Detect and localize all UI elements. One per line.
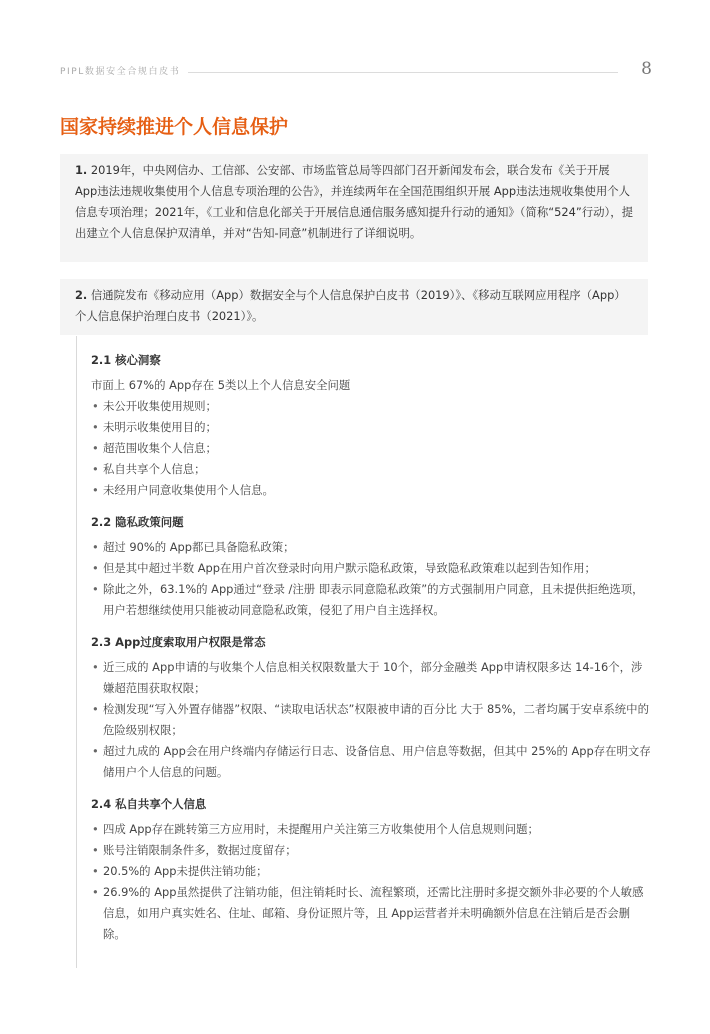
page-title: 国家持续推进个人信息保护 — [60, 116, 289, 138]
box-text: 信通院发布《移动应用（App）数据安全与个人信息保护白皮书（2019）》、《移动互联网应用程序（App）个人信息保护治理白皮书（2021）》。 — [75, 288, 626, 323]
info-box-1 — [60, 154, 648, 262]
subsection-intro: 市面上 67%的 App存在 5类以上个人信息安全问题 — [91, 378, 351, 392]
list-item: • 26.9%的 App虽然提供了注销功能，但注销耗时长、流程繁琐，还需比注册时多提交额外非必要的个人敏感信息，如用户真实姓名、住址、邮箱、身份证照片等，且 App运营者并未明确额外信息在注销后是否会删除。 — [91, 882, 651, 945]
header-title: PIPL数据安全合规白皮书 — [60, 67, 181, 77]
header-divider — [188, 72, 618, 73]
subsection-title: 2.4 私自共享个人信息 — [91, 797, 207, 811]
box-number: 1. — [75, 163, 88, 177]
bullet-list — [91, 396, 651, 501]
bullet-list — [91, 819, 651, 945]
info-box-2 — [60, 279, 648, 335]
subsection-title: 2.2 隐私政策问题 — [91, 515, 184, 529]
list-item: • 超过九成的 App会在用户终端内存储运行日志、设备信息、用户信息等数据，但其中 25%的 App存在明文存储用户个人信息的问题。 — [91, 741, 651, 783]
page-header — [60, 60, 652, 80]
bullet-list — [91, 657, 651, 783]
list-item: • 检测发现“写入外置存储器”权限、“读取电话状态”权限被申请的百分比 大于 85%，二者均属于安卓系统中的危险级别权限； — [91, 699, 651, 741]
list-item: • 未公开收集使用规则； — [91, 396, 651, 417]
list-item: • 但是其中超过半数 App在用户首次登录时向用户默示隐私政策，导致隐私政策难以起到告知作用； — [91, 558, 651, 579]
list-item: • 未经用户同意收集使用个人信息。 — [91, 480, 651, 501]
list-item: • 除此之外，63.1%的 App通过“登录 /注册 即表示同意隐私政策”的方式强制用户同意，且未提供拒绝选项，用户若想继续使用只能被动同意隐私政策，侵犯了用户自主选择权。 — [91, 579, 651, 621]
list-item: • 20.5%的 App未提供注销功能； — [91, 861, 651, 882]
box-text: 2019年，中央网信办、工信部、公安部、市场监管总局等四部门召开新闻发布会，联合发布《关于开展 App违法违规收集使用个人信息专项治理的公告》，并连续两年在全国范围组织开展 App违法违规收集使用个人信息专项治理；2021年，《工业和信息化部关于开展信息通信服务感知提升行动的通知》（简称“524”行动），提出建立个人信息保护双清单，并对“告知-同意”机制进行了详细说明。 — [75, 163, 634, 240]
page-number: 8 — [641, 59, 652, 79]
bullet-list — [91, 537, 651, 621]
detail-content — [91, 336, 651, 945]
list-item: • 私自共享个人信息； — [91, 459, 651, 480]
list-item: • 账号注销限制条件多，数据过度留存； — [91, 840, 651, 861]
subsection-title: 2.3 App过度索取用户权限是常态 — [91, 635, 266, 649]
box-number: 2. — [75, 288, 88, 302]
list-item: • 四成 App存在跳转第三方应用时，未提醒用户关注第三方收集使用个人信息规则问题； — [91, 819, 651, 840]
list-item: • 超范围收集个人信息； — [91, 438, 651, 459]
list-item: • 超过 90%的 App都已具备隐私政策； — [91, 537, 651, 558]
list-item: • 近三成的 App申请的与收集个人信息相关权限数量大于 10个，部分金融类 App申请权限多达 14-16个，涉嫌超范围获取权限； — [91, 657, 651, 699]
subsection-title: 2.1 核心洞察 — [91, 353, 161, 367]
detail-section — [76, 336, 649, 968]
list-item: • 未明示收集使用目的； — [91, 417, 651, 438]
